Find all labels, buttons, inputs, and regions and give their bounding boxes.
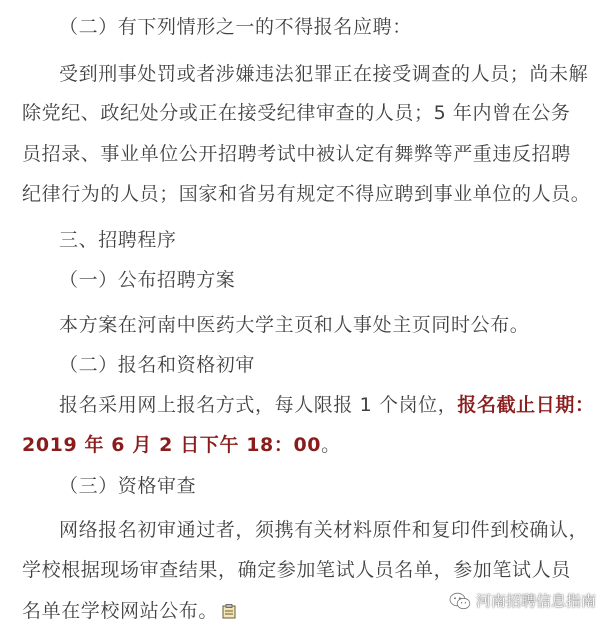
paragraph-line: 员招录、事业单位公开招聘考试中被认定有舞弊等严重违反招聘 bbox=[22, 143, 571, 165]
wechat-icon bbox=[449, 592, 471, 610]
deadline-date: 2019 年 6 月 2 日下午 18：00 bbox=[22, 434, 322, 456]
subsection-heading-announce: （一）公布招聘方案 bbox=[59, 269, 236, 291]
subsection-heading-registration: （二）报名和资格初审 bbox=[59, 354, 256, 376]
paragraph-line bbox=[22, 430, 341, 457]
section-heading-procedure: 三、招聘程序 bbox=[59, 229, 177, 251]
watermark bbox=[449, 590, 596, 611]
paragraph-line: 学校根据现场审查结果，确定参加笔试人员名单，参加笔试人员 bbox=[22, 559, 571, 581]
watermark-text: 河南招聘信息指南 bbox=[475, 592, 596, 610]
deadline-period: 。 bbox=[321, 434, 341, 456]
paragraph-line: 网络报名初审通过者，须携有关材料原件和复印件到校确认， bbox=[59, 519, 589, 541]
paragraph-end-text: 名单在学校网站公布。 bbox=[22, 600, 219, 622]
section-heading-ineligible: （二）有下列情形之一的不得报名应聘： bbox=[59, 16, 412, 38]
paragraph-line: 本方案在河南中医药大学主页和人事处主页同时公布。 bbox=[59, 314, 530, 336]
paragraph-line bbox=[59, 390, 595, 417]
paragraph-line bbox=[22, 596, 236, 623]
paragraph-line: 纪律行为的人员；国家和省另有规定不得应聘到事业单位的人员。 bbox=[22, 183, 591, 205]
deadline-label: 报名截止日期： bbox=[457, 394, 595, 416]
registration-text: 报名采用网上报名方式，每人限报 1 个岗位， bbox=[59, 394, 458, 416]
paragraph-line: 除党纪、政纪处分或正在接受纪律审查的人员；5 年内曾在公务 bbox=[22, 102, 571, 124]
subsection-heading-review: （三）资格审查 bbox=[59, 475, 197, 497]
clipboard-icon bbox=[222, 604, 236, 619]
paragraph-line: 受到刑事处罚或者涉嫌违法犯罪正在接受调查的人员；尚未解 bbox=[59, 63, 589, 85]
